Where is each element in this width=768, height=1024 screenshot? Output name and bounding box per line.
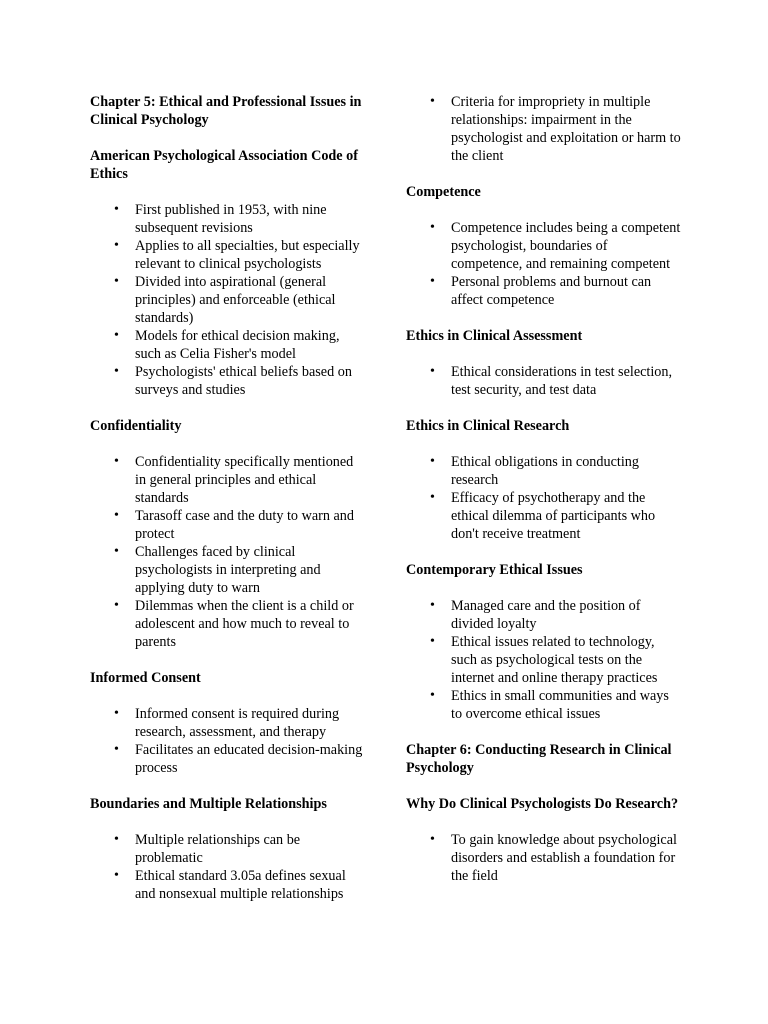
list-item: • Personal problems and burnout can affect competence — [451, 273, 682, 309]
list-item: • Ethics in small communities and ways to overcome ethical issues — [451, 687, 682, 723]
competence-list — [406, 219, 682, 309]
clinical-research-heading: Ethics in Clinical Research — [406, 418, 570, 434]
left-column — [90, 93, 366, 921]
continued-list — [406, 93, 682, 165]
list-item: • Ethical standard 3.05a defines sexual and nonsexual multiple relationships — [135, 867, 366, 903]
list-item: • First published in 1953, with nine subsequent revisions — [135, 201, 366, 237]
chapter-6-heading: Chapter 6: Conducting Research in Clinical Psychology — [406, 742, 672, 776]
list-item: • Facilitates an educated decision-making process — [135, 741, 366, 777]
list-item: • Competence includes being a competent psychologist, boundaries of competence, and remaining competent — [451, 219, 682, 273]
contemporary-issues-list — [406, 597, 682, 723]
list-item: • Confidentiality specifically mentioned in general principles and ethical standards — [135, 453, 366, 507]
clinical-assessment-list — [406, 363, 682, 399]
list-item: • Criteria for impropriety in multiple relationships: impairment in the psychologist and exploitation or harm to the client — [451, 93, 682, 165]
why-research-heading: Why Do Clinical Psychologists Do Research? — [406, 796, 679, 812]
list-item: • Models for ethical decision making, such as Celia Fisher's model — [135, 327, 366, 363]
list-item: • Applies to all specialties, but especially relevant to clinical psychologists — [135, 237, 366, 273]
competence-heading: Competence — [406, 184, 481, 200]
clinical-research-list — [406, 453, 682, 543]
chapter-5-heading: Chapter 5: Ethical and Professional Issues in Clinical Psychology — [90, 94, 362, 128]
clinical-assessment-heading: Ethics in Clinical Assessment — [406, 328, 583, 344]
boundaries-heading: Boundaries and Multiple Relationships — [90, 796, 327, 812]
list-item: • Efficacy of psychotherapy and the ethical dilemma of participants who don't receive treatment — [451, 489, 682, 543]
list-item: • Ethical considerations in test selection, test security, and test data — [451, 363, 682, 399]
boundaries-list — [90, 831, 366, 903]
confidentiality-list — [90, 453, 366, 651]
contemporary-issues-heading: Contemporary Ethical Issues — [406, 562, 583, 578]
list-item: • Managed care and the position of divided loyalty — [451, 597, 682, 633]
list-item: • Divided into aspirational (general principles) and enforceable (ethical standards) — [135, 273, 366, 327]
list-item: • Ethical issues related to technology, such as psychological tests on the internet and online therapy practices — [451, 633, 682, 687]
list-item: • Ethical obligations in conducting research — [451, 453, 682, 489]
list-item: • To gain knowledge about psychological disorders and establish a foundation for the field — [451, 831, 682, 885]
informed-consent-list — [90, 705, 366, 777]
list-item: • Dilemmas when the client is a child or adolescent and how much to reveal to parents — [135, 597, 366, 651]
informed-consent-heading: Informed Consent — [90, 670, 201, 686]
apa-code-heading: American Psychological Association Code of Ethics — [90, 148, 358, 182]
list-item: • Psychologists' ethical beliefs based on surveys and studies — [135, 363, 366, 399]
list-item: • Tarasoff case and the duty to warn and protect — [135, 507, 366, 543]
list-item: • Informed consent is required during research, assessment, and therapy — [135, 705, 366, 741]
why-research-list — [406, 831, 682, 885]
apa-code-list — [90, 201, 366, 399]
list-item: • Challenges faced by clinical psychologists in interpreting and applying duty to warn — [135, 543, 366, 597]
confidentiality-heading: Confidentiality — [90, 418, 182, 434]
list-item: • Multiple relationships can be problematic — [135, 831, 366, 867]
right-column — [406, 93, 682, 903]
